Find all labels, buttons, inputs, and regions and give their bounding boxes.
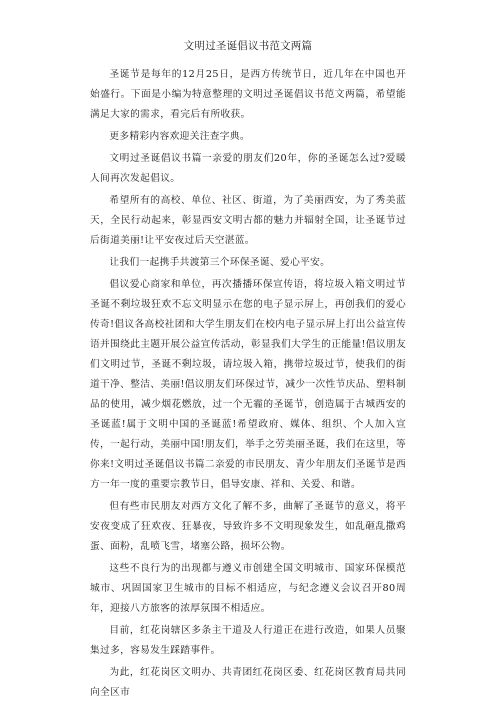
paragraph: 更多精彩内容欢迎关注查字典。	[109, 131, 250, 142]
paragraph: 让我们一起携手共渡第三个环保圣诞、爱心平安。	[109, 257, 331, 268]
paragraph: 希望所有的高校、单位、社区、街道，为了美丽西安，为了秀美蓝天，全民行动起来，彰显西安文明古都的魅力并辐射全国，让圣诞节过后街道美丽!让平安夜过后天空湛蓝。	[90, 195, 406, 246]
paragraph: 这些不良行为的出现都与遵义市创建全国文明城市、国家环保模范城市、巩固国家卫生城市的目标不相适应，与纪念遵义会议召开80周年，迎接八方旅客的浓厚氛围不相适应。	[90, 563, 406, 614]
paragraph: 但有些市民朋友对西方文化了解不多，曲解了圣诞节的意义，将平安夜变成了狂欢夜、狂暴夜，导致许多不文明现象发生，如乱砸乱撒鸡蛋、面粉，乱喷飞雪，堵塞公路，损坏公物。	[90, 501, 406, 552]
paragraph: 文明过圣诞倡议书篇一亲爱的朋友们20年，你的圣诞怎么过?爱暖人间再次发起倡议。	[90, 153, 406, 184]
paragraph: 目前，红花岗辖区多条主干道及人行道正在进行改造，如果人员聚集过多，容易发生踩踏事件。	[90, 625, 406, 656]
document-title: 文明过圣诞倡议书范文两篇	[183, 40, 313, 52]
paragraph: 圣诞节是每年的12月25日，是西方传统节日，近几年在中国也开始盛行。下面是小编为特意整理的文明过圣诞倡议书范文两篇，希望能满足大家的需求，看完后有所收获。	[90, 69, 406, 120]
paragraph: 倡议爱心商家和单位，再次播播环保宣传语，将垃圾入箱文明过节圣诞不剩垃圾狂欢不忘文明显示在您的电子显示屏上，再创我们的爱心传奇!倡议各高校社团和大学生朋友们在校内电子显示屏上打出公益宣传语并围绕此主题开展公益宣传活动，彰显我们大学生的正能量!倡议朋友们文明过节，圣诞不剩垃圾，请垃圾入箱，携带垃圾过节，使我们的街道干净、整洁、美丽!倡议朋友们环保过节，减少一次性节庆品、塑料制品的使用，减少烟花燃放，过一个无霾的圣诞节，创造属于古城西安的圣诞蓝!属于文明中国的圣诞蓝!希望政府、媒体、组织、个人加入宣传，一起行动，美丽中国!朋友们，举手之劳美丽圣诞，我们在这里，等你来!文明过圣诞倡议书篇二亲爱的市民朋友、青少年朋友们圣诞节是西方一年一度的重要宗教节日，倡导安康、祥和、关爱、和谐。	[90, 279, 406, 490]
paragraph: 为此，红花岗区文明办、共青团红花岗区委、红花岗区教育局共同向全区市	[90, 667, 406, 698]
document-body	[90, 65, 406, 705]
